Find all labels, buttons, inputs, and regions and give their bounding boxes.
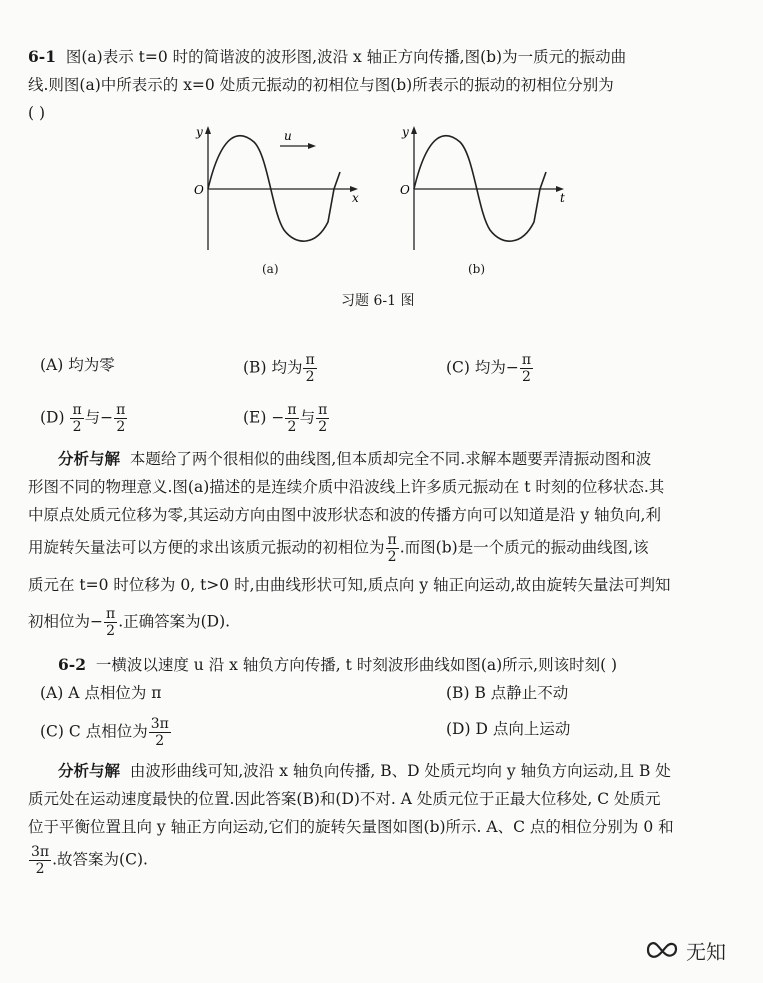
q1-analysis-line-2: 形图不同的物理意义.图(a)描述的是连续介质中沿波线上许多质元振动在 t 时刻的位移状态.其 bbox=[28, 478, 665, 496]
figure-b-origin: O bbox=[400, 183, 410, 197]
q1-line-1 bbox=[28, 44, 740, 70]
figure-b-y-arrow bbox=[411, 126, 417, 134]
q1-analysis-head: 分析与解 bbox=[58, 449, 121, 468]
q1-option-b: (B) 均为 $\frac{\pi}{2}$ bbox=[243, 352, 315, 385]
q2-option-a: (A) A 点相位为 π bbox=[40, 684, 162, 702]
q2-analysis-line-3: 位于平衡位置且向 y 轴正方向运动,它们的旋转矢量图如图(b)所示. A、C 点的相位分别为 0 和 bbox=[28, 818, 674, 836]
q2-option-c: (C) C 点相位为 $\frac{3\pi}{2}$ bbox=[40, 716, 169, 749]
q2-option-d: (D) D 点向上运动 bbox=[446, 720, 571, 738]
q1-option-d: (D) $\frac{\pi}{2}$ 与− $\frac{\pi}{2}$ bbox=[40, 402, 126, 435]
figure-a-wave-graph bbox=[188, 122, 368, 260]
q2-number: 6-2 bbox=[58, 655, 87, 674]
q2-analysis-head: 分析与解 bbox=[58, 761, 121, 780]
q2-option-b: (B) B 点静止不动 bbox=[446, 684, 569, 702]
figure-b-t-label: t bbox=[560, 191, 565, 205]
q1-number: 6-1 bbox=[28, 47, 57, 66]
q1-text-1: 图(a)表示 t=0 时的简谐波的波形图,波沿 x 轴正方向传播,图(b)为一质元的振动曲 bbox=[65, 48, 627, 66]
figure-b-caption: (b) bbox=[468, 262, 486, 276]
figure-b-y-label: y bbox=[402, 125, 409, 139]
q1-option-a: (A) 均为零 bbox=[40, 356, 115, 374]
figure-caption: 习题 6-1 图 bbox=[341, 293, 415, 309]
q2-analysis-line-4: $\frac{3\pi}{2}$ .故答案为(C). bbox=[31, 844, 148, 877]
q1-analysis-line-4: 用旋转矢量法可以方便的求出该质元振动的初相位为 $\frac{\pi}{2}$ .而图(b)是一个质元的振动曲线图,该 bbox=[28, 532, 649, 565]
q1-analysis-line-6: 初相位为− $\frac{\pi}{2}$ .正确答案为(D). bbox=[28, 606, 231, 639]
q1-line-2: 线.则图(a)中所表示的 x=0 处质元振动的初相位与图(b)所表示的振动的初相位分别为 bbox=[28, 76, 614, 94]
figure-a-y-label: y bbox=[196, 125, 203, 139]
figure-a-u-label: u bbox=[284, 129, 292, 143]
q1-analysis-line-3: 中原点处质元位移为零,其运动方向由图中波形状态和波的传播方向可以知道是沿 y 轴负向,利 bbox=[28, 506, 661, 524]
q1-option-e: (E) − $\frac{\pi}{2}$ 与 $\frac{\pi}{2}$ bbox=[243, 402, 328, 435]
q1-line-3: ( ) bbox=[28, 104, 46, 122]
q2-line-1: 6-2 一横波以速度 u 沿 x 轴负方向传播, t 时刻波形曲线如图(a)所示,则该时刻( ) bbox=[58, 655, 618, 674]
watermark-text: 无知 bbox=[686, 940, 726, 964]
q2-analysis-line-1: 分析与解 由波形曲线可知,波沿 x 轴负向传播, B、D 处质元均向 y 轴负方向运动,且 B 处 bbox=[58, 761, 671, 780]
figure-a-x-label: x bbox=[352, 191, 359, 205]
figure-b-vibration-graph bbox=[394, 122, 574, 260]
q1-option-c: (C) 均为− $\frac{\pi}{2}$ bbox=[446, 352, 532, 385]
q2-analysis-line-2: 质元处在运动速度最快的位置.因此答案(B)和(D)不对. A 处质元位于正最大位移处, C 处质元 bbox=[28, 790, 661, 808]
figure-a-origin: O bbox=[194, 183, 204, 197]
q1-analysis-line-5: 质元在 t=0 时位移为 0, t>0 时,由曲线形状可知,质点向 y 轴正向运动,故由旋转矢量法可判知 bbox=[28, 576, 671, 594]
q1-analysis-line-1: 分析与解 本题给了两个很相似的曲线图,但本质却完全不同.求解本题要弄清振动图和波 bbox=[58, 449, 652, 468]
wechat-channel-icon bbox=[644, 937, 680, 963]
figure-a-caption: (a) bbox=[262, 262, 279, 276]
figure-a-y-arrow bbox=[205, 126, 211, 134]
